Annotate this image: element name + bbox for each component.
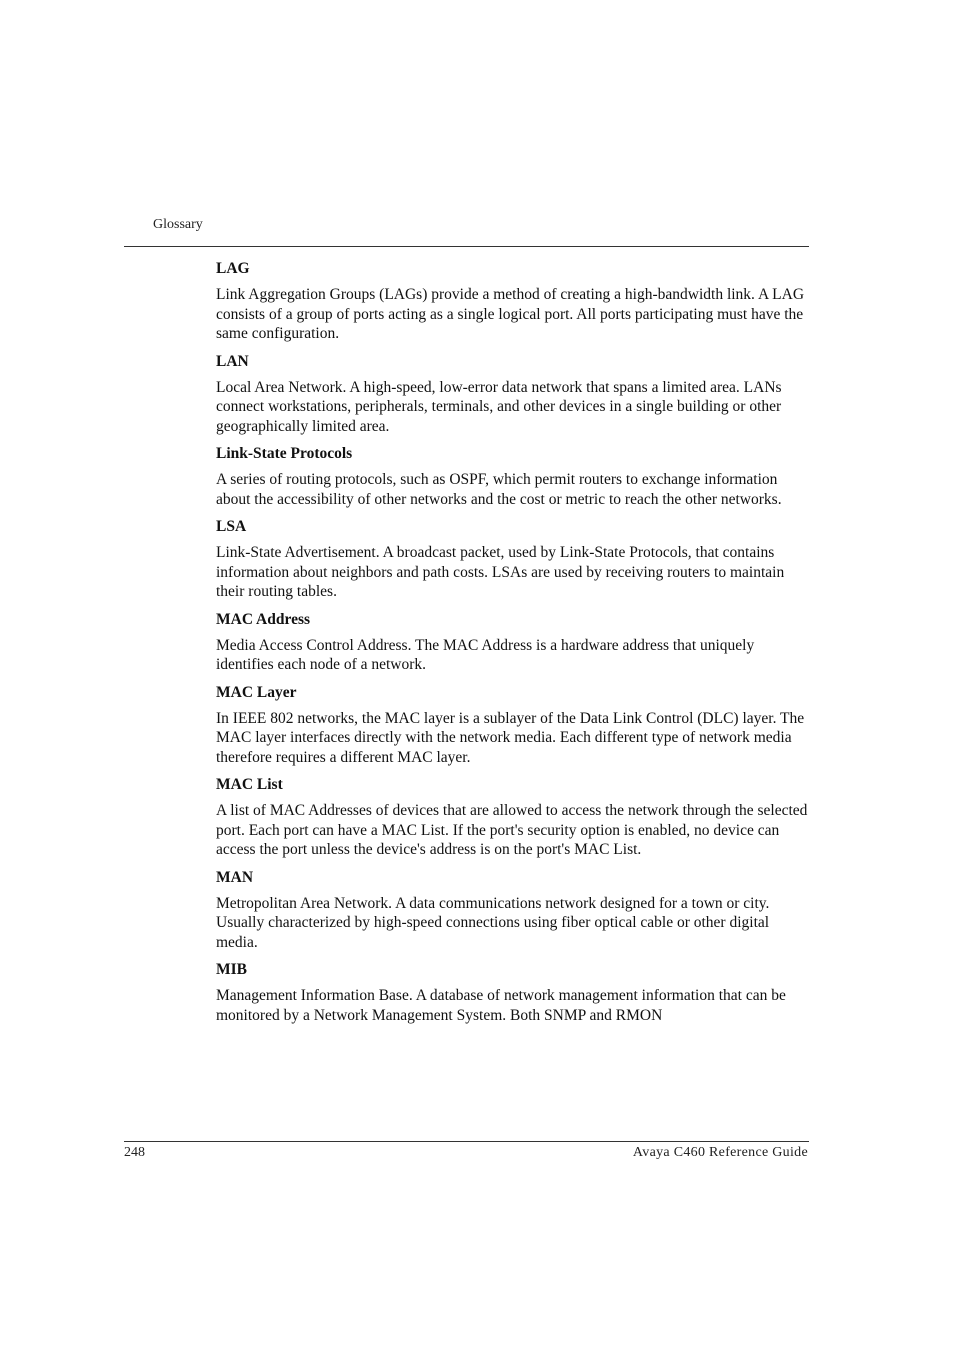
glossary-definition: Management Information Base. A database of network management information that can be monitored by a Network Management System. Both SNMP and RMON xyxy=(216,987,786,1024)
glossary-definition: Local Area Network. A high-speed, low-error data network that spans a limited area. LANs connect workstations, peripherals, terminals, and other devices in a single building or other geographically limited area. xyxy=(216,378,782,435)
page-number: 248 xyxy=(124,1145,145,1160)
running-header-section: Glossary xyxy=(153,217,203,232)
glossary-entry-mac-address xyxy=(216,610,812,675)
glossary-term: LAN xyxy=(216,352,249,370)
glossary-entry-lan xyxy=(216,352,812,437)
header-divider xyxy=(124,246,809,247)
glossary-content xyxy=(216,259,812,1033)
glossary-definition: Link-State Advertisement. A broadcast packet, used by Link-State Protocols, that contains information about neighbors and path costs. LSAs are used by receiving routers to maintain their routing tables. xyxy=(216,544,785,600)
glossary-term: MAC Layer xyxy=(216,683,297,701)
glossary-definition: In IEEE 802 networks, the MAC layer is a sublayer of the Data Link Control (DLC) layer. The MAC layer interfaces directly with the network media. Each different type of network media therefore requires a different MAC layer. xyxy=(216,709,805,766)
glossary-term: MAC Address xyxy=(216,610,311,628)
footer-divider xyxy=(124,1141,809,1142)
glossary-definition: Metropolitan Area Network. A data communications network designed for a town or city. Usually characterized by high-speed connections using fiber optical cable or other digital media. xyxy=(216,894,770,951)
glossary-term: MIB xyxy=(216,961,247,978)
glossary-term: Link-State Protocols xyxy=(216,445,353,462)
glossary-term: MAC List xyxy=(216,776,283,793)
glossary-term: LSA xyxy=(216,518,247,535)
glossary-entry-lag xyxy=(216,259,812,344)
glossary-entry-mac-list xyxy=(216,775,812,860)
glossary-entry-lsa xyxy=(216,517,812,602)
running-footer-title: Avaya C460 Reference Guide xyxy=(632,1145,808,1160)
glossary-entry-link-state-protocols xyxy=(216,444,812,509)
glossary-entry-mac-layer xyxy=(216,683,812,768)
glossary-definition: A series of routing protocols, such as OSPF, which permit routers to exchange information about the accessibility of other networks and the cost or metric to reach the other networks. xyxy=(216,471,782,508)
glossary-definition: Link Aggregation Groups (LAGs) provide a method of creating a high-bandwidth link. A LAG consists of a group of ports acting as a single logical port. All ports participating must have the same configuration. xyxy=(216,286,805,342)
glossary-definition: Media Access Control Address. The MAC Address is a hardware address that uniquely identifies each node of a network. xyxy=(216,636,755,673)
glossary-term: LAG xyxy=(216,260,250,277)
glossary-entry-man xyxy=(216,868,812,953)
glossary-term: MAN xyxy=(216,868,254,886)
glossary-definition: A list of MAC Addresses of devices that are allowed to access the network through the selected port. Each port can have a MAC List. If the port's security option is enabled, no device can access the port unless the device's address is on the port's MAC List. xyxy=(216,802,808,858)
glossary-entry-mib xyxy=(216,960,812,1025)
